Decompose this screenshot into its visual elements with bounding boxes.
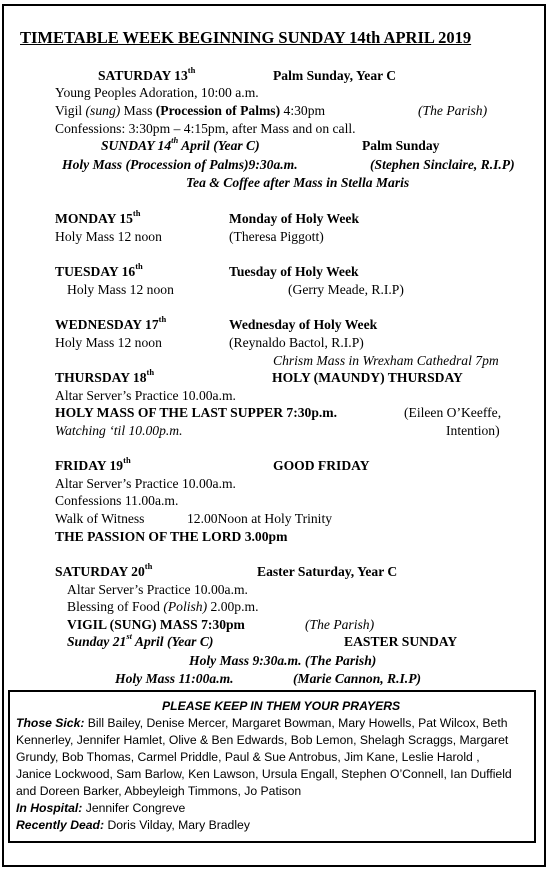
sun21-feast: EASTER SUNDAY (344, 634, 458, 649)
wed17-day: WEDNESDAY 17th (55, 314, 167, 332)
sun21-mass2-intention: (Marie Cannon, R.I.P) (293, 671, 422, 686)
sat13-feast: Palm Sunday, Year C (273, 68, 397, 83)
sat20-blessing: Blessing of Food (Polish) 2.00p.m. (67, 599, 259, 614)
sun14-feast: Palm Sunday (362, 138, 440, 153)
sun14-tea: Tea & Coffee after Mass in Stella Maris (186, 175, 410, 190)
fri19-day: FRIDAY 19th (55, 455, 131, 473)
prayers-sick-line-3: Grundy, Bob Thomas, Carmel Priddle, Paul & Sue Antrobus, Jim Kane, Leslie Harold , (16, 750, 480, 764)
sun14-intention: (Stephen Sinclaire, R.I.P) (370, 157, 515, 172)
fri19-confessions: Confessions 11.00a.m. (55, 493, 179, 508)
thu18-intention-a: (Eileen O’Keeffe, (404, 405, 502, 420)
tue16-feast: Tuesday of Holy Week (229, 264, 359, 279)
thu18-intention-b: Intention) (446, 423, 500, 438)
thu18-practice: Altar Server’s Practice 10.00a.m. (55, 388, 236, 403)
sat13-confessions: Confessions: 3:30pm – 4:15pm, after Mass and on call. (55, 121, 356, 136)
sun21-mass2: Holy Mass 11:00a.m. (115, 671, 234, 686)
page-title: TIMETABLE WEEK BEGINNING SUNDAY 14th APRIL 2019 (20, 28, 472, 47)
sat20-feast: Easter Saturday, Year C (257, 564, 398, 579)
prayers-sick-line-2: Kennerley, Jennifer Hamlet, Olive & Ben Edwards, Bob Lemon, Shelagh Scraggs, Margaret (16, 733, 509, 747)
mon15-mass: Holy Mass 12 noon (55, 229, 162, 244)
mon15-day: MONDAY 15th (55, 208, 141, 226)
tue16-day: TUESDAY 16th (55, 261, 143, 279)
prayers-sick-line-5: and Doreen Barker, Abbeyleigh Timmons, Jo Patison (16, 784, 302, 798)
sun21-day: Sunday 21st April (Year C) (67, 631, 214, 649)
prayers-sick-line-4: Janice Lockwood, Sam Barlow, Ken Lawson, Ursula Engall, Stephen O’Connell, Ian Duffield (16, 767, 512, 781)
wed17-intention: (Reynaldo Bactol, R.I.P) (229, 335, 364, 350)
sat20-practice: Altar Server’s Practice 10.00a.m. (67, 582, 248, 597)
wed17-mass: Holy Mass 12 noon (55, 335, 162, 350)
sat20-vigil-intention: (The Parish) (305, 617, 375, 632)
thu18-feast: HOLY (MAUNDY) THURSDAY (272, 370, 463, 385)
sat13-vigil-intention: (The Parish) (418, 103, 488, 118)
sat13-day: SATURDAY 13th (98, 65, 196, 83)
thu18-mass: HOLY MASS OF THE LAST SUPPER 7:30p.m. (55, 405, 338, 420)
fri19-walk-label: Walk of Witness (55, 511, 145, 526)
sat13-vigil: Vigil (sung) Mass (Procession of Palms) 4:30pm (55, 103, 326, 118)
sat20-vigil: VIGIL (SUNG) MASS 7:30pm (67, 617, 245, 632)
thu18-day: THURSDAY 18th (55, 367, 155, 385)
mon15-intention: (Theresa Piggott) (229, 229, 324, 244)
wed17-chrism: Chrism Mass in Wrexham Cathedral 7pm (273, 353, 499, 368)
tue16-mass: Holy Mass 12 noon (67, 282, 174, 297)
sun14-mass: Holy Mass (Procession of Palms)9:30a.m. (62, 157, 298, 172)
mon15-feast: Monday of Holy Week (229, 211, 360, 226)
fri19-walk-detail: 12.00Noon at Holy Trinity (187, 511, 333, 526)
prayers-sick-line-1: Those Sick: Bill Bailey, Denise Mercer, Margaret Bowman, Mary Howells, Pat Wilcox, Beth (16, 716, 508, 730)
prayers-recently-dead: Recently Dead: Doris Vilday, Mary Bradley (16, 818, 250, 832)
tue16-intention: (Gerry Meade, R.I.P) (288, 282, 404, 297)
fri19-passion: THE PASSION OF THE LORD 3.00pm (55, 529, 288, 544)
wed17-feast: Wednesday of Holy Week (229, 317, 378, 332)
prayers-hospital: In Hospital: Jennifer Congreve (16, 801, 186, 815)
sun21-mass1: Holy Mass 9:30a.m. (The Parish) (189, 653, 377, 668)
fri19-feast: GOOD FRIDAY (273, 458, 370, 473)
sat20-day: SATURDAY 20th (55, 561, 153, 579)
fri19-practice: Altar Server’s Practice 10.00a.m. (55, 476, 236, 491)
sat13-adoration: Young Peoples Adoration, 10:00 a.m. (55, 85, 259, 100)
thu18-watching: Watching ‘til 10.00p.m. (55, 423, 183, 438)
prayers-heading: PLEASE KEEP IN THEM YOUR PRAYERS (162, 699, 401, 713)
sun14-day: SUNDAY 14th April (Year C) (101, 135, 260, 153)
